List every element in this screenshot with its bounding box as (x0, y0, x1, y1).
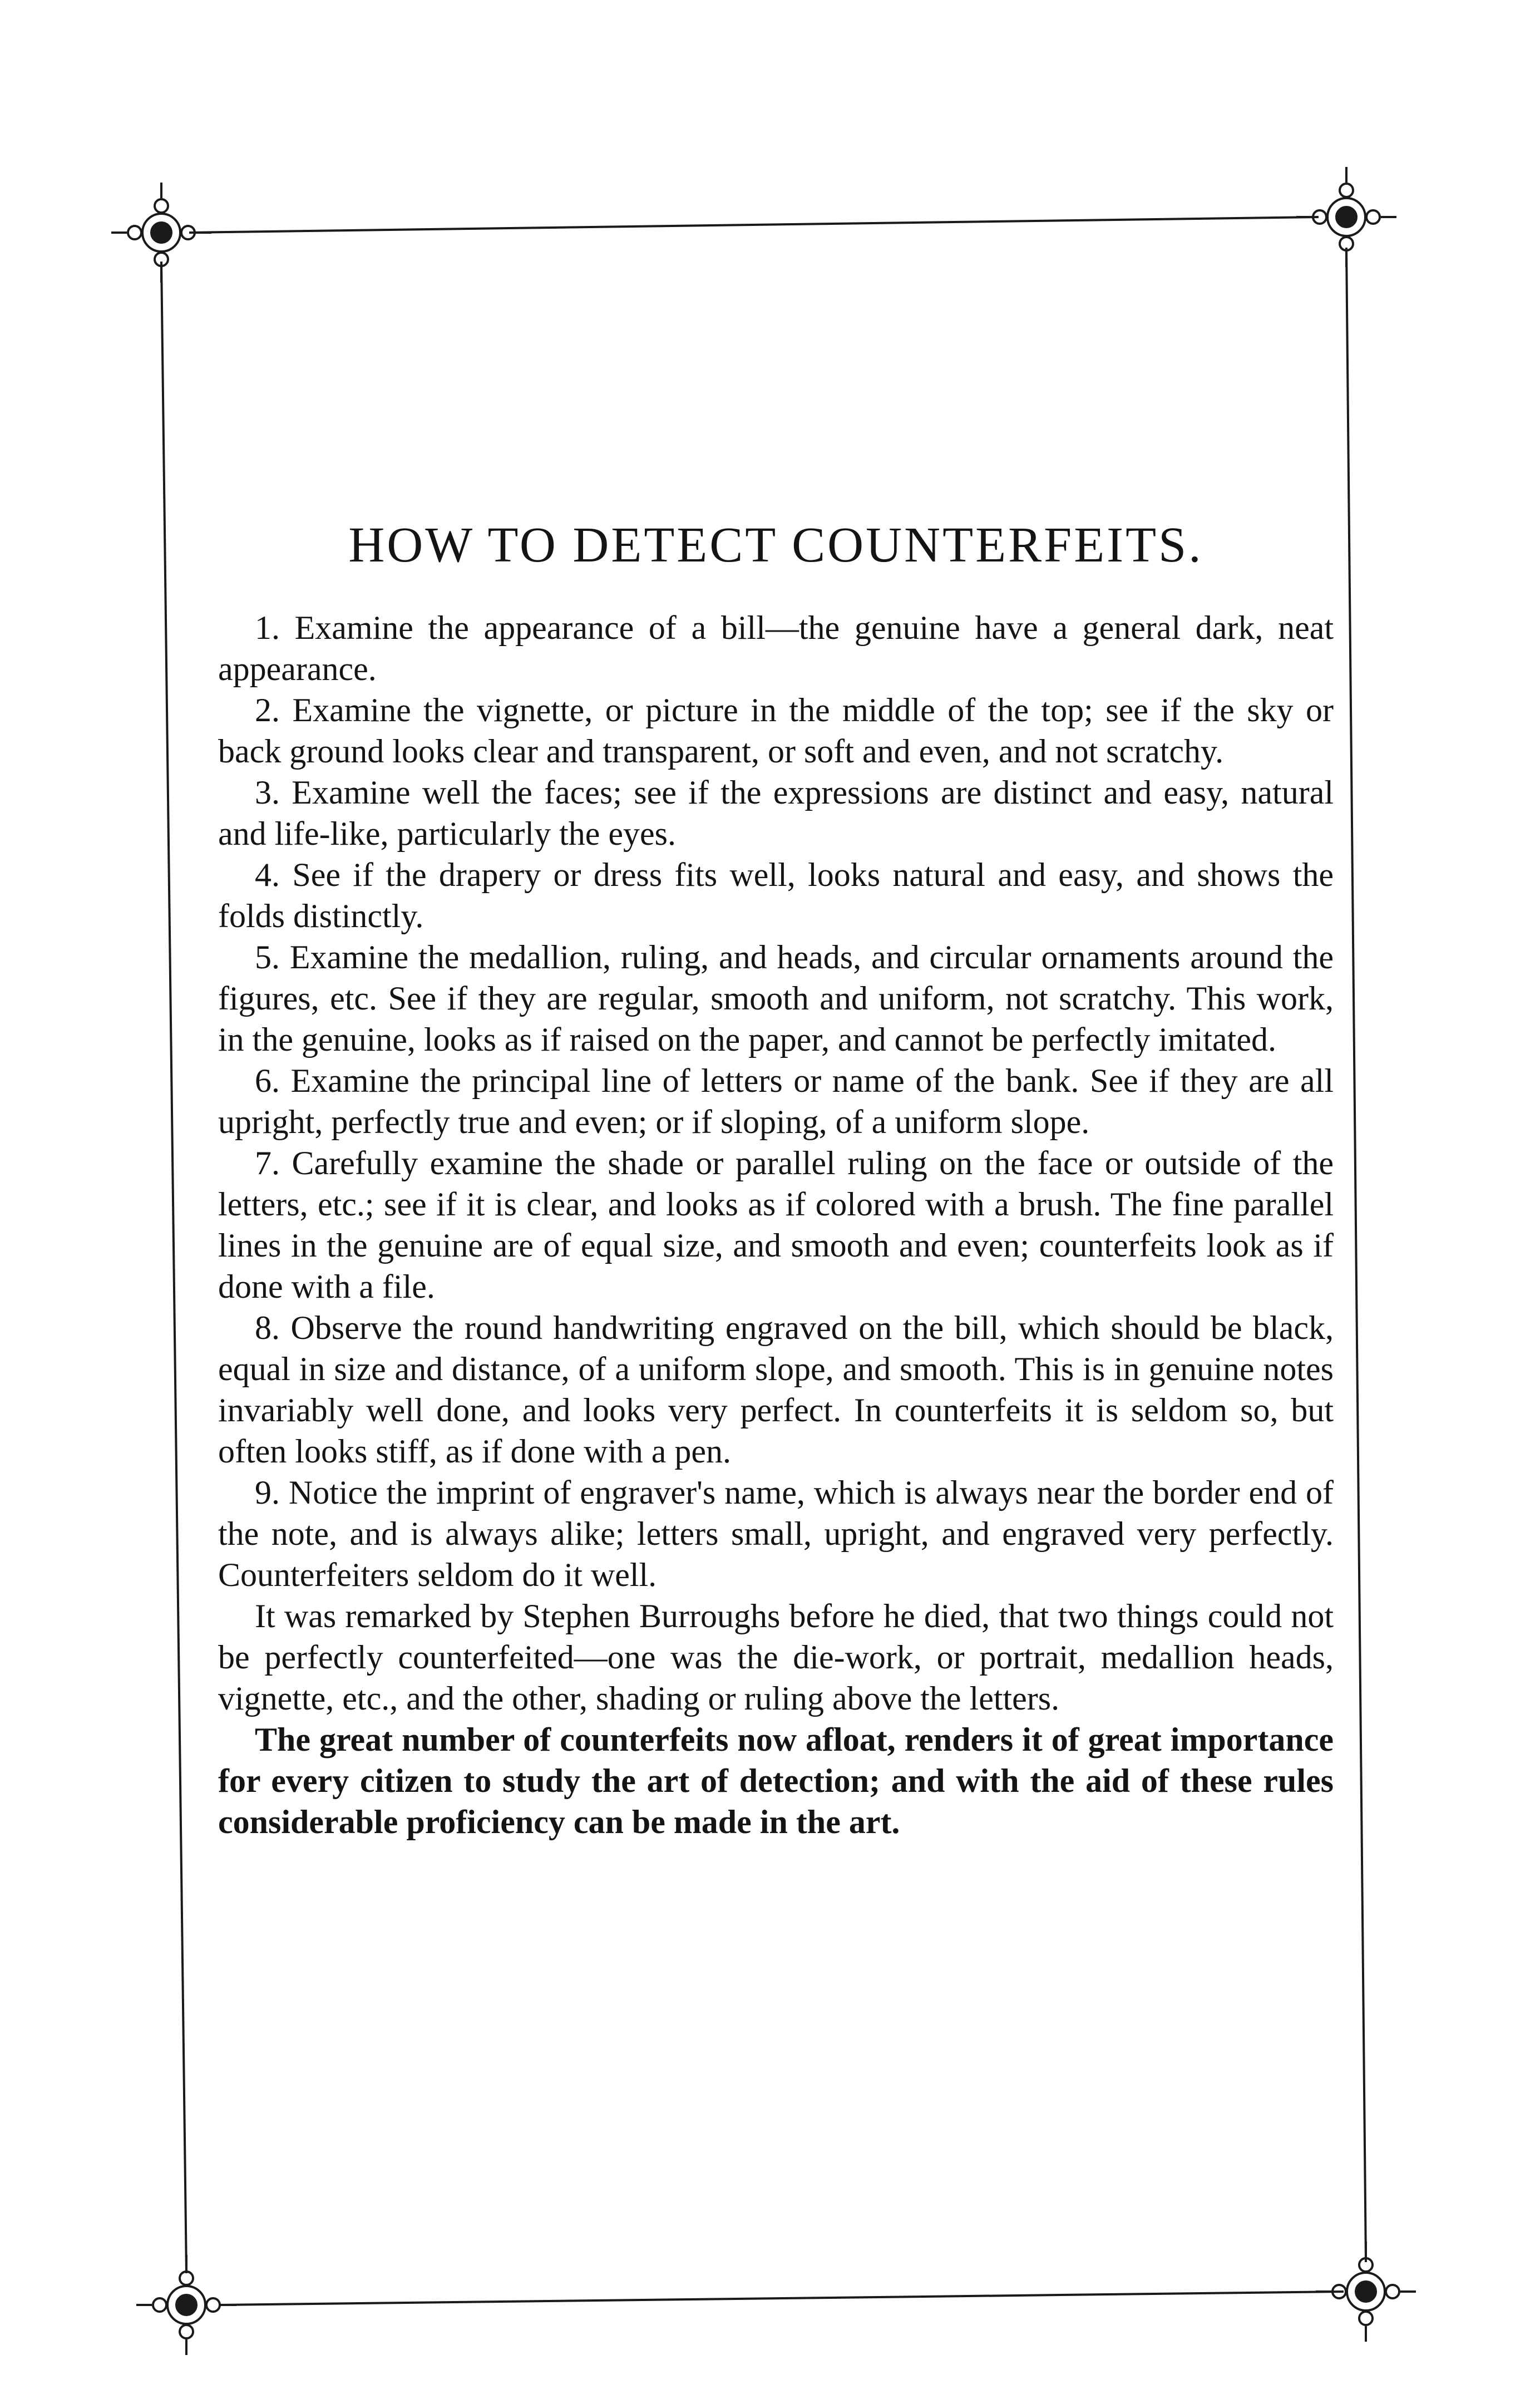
closing-paragraph: The great number of counterfeits now afloat, renders it of great importance for every citizen to study the art of detection; and with the aid of these rules considerable proficiency can be made in the art. (218, 1721, 1334, 1840)
rule-paragraph: 8. Observe the round handwriting engraved on the bill, which should be black, equal in size and distance, of a uniform slope, and smooth. This is in genuine notes invariably well done, and looks very perfect. In counterfeits it is seldom so, but often looks stiff, as if done with a pen. (218, 1309, 1334, 1470)
border-left-line (161, 262, 186, 2273)
rule-paragraph: 9. Notice the imprint of engraver's name, which is always near the border end of the note, and is always alike; letters small, upright, and engraved very perfectly. Counterfeiters seldom do it well. (218, 1474, 1334, 1593)
border-right-line (1346, 248, 1366, 2262)
corner-ornament-icon (111, 183, 211, 283)
corner-ornament-icon (1316, 2242, 1416, 2342)
rule-paragraph: 4. See if the drapery or dress fits well, looks natural and easy, and shows the folds distinctly. (218, 856, 1334, 934)
border-top-line (189, 217, 1319, 233)
rule-paragraph: 2. Examine the vignette, or picture in the middle of the top; see if the sky or back ground looks clear and transparent, or soft and even, and not scratchy. (218, 692, 1334, 770)
border-bottom-line (220, 2292, 1344, 2305)
rule-paragraph: 7. Carefully examine the shade or parallel ruling on the face or outside of the letters, etc.; see if it is clear, and looks as if colored with a brush. The fine parallel lines in the genuine are of equal size, and smooth and even; counterfeits look as if done with a file. (218, 1145, 1334, 1305)
rule-paragraph: 5. Examine the medallion, ruling, and heads, and circular ornaments around the figures, etc. See if they are regular, smooth and uniform, not scratchy. This work, in the genuine, looks as if raised on the paper, and cannot be perfectly imitated. (218, 939, 1334, 1058)
rule-paragraph: 1. Examine the appearance of a bill—the genuine have a general dark, neat appearance. (218, 609, 1334, 687)
rule-paragraph: 3. Examine well the faces; see if the expressions are distinct and easy, natural and life-like, particularly the eyes. (218, 774, 1334, 852)
corner-ornament-icon (1296, 167, 1396, 267)
page-title: HOW TO DETECT COUNTERFEITS. (348, 518, 1203, 573)
remark-paragraph: It was remarked by Stephen Burroughs before he died, that two things could not be perfectly counterfeited—one was the die-work, or portrait, medallion heads, vignette, etc., and the other, shading or ruling above the letters. (218, 1598, 1334, 1717)
rule-paragraph: 6. Examine the principal line of letters or name of the bank. See if they are all upright, perfectly true and even; or if sloping, of a uniform slope. (218, 1062, 1334, 1140)
page-content (218, 518, 1334, 1843)
corner-ornament-icon (136, 2255, 236, 2355)
